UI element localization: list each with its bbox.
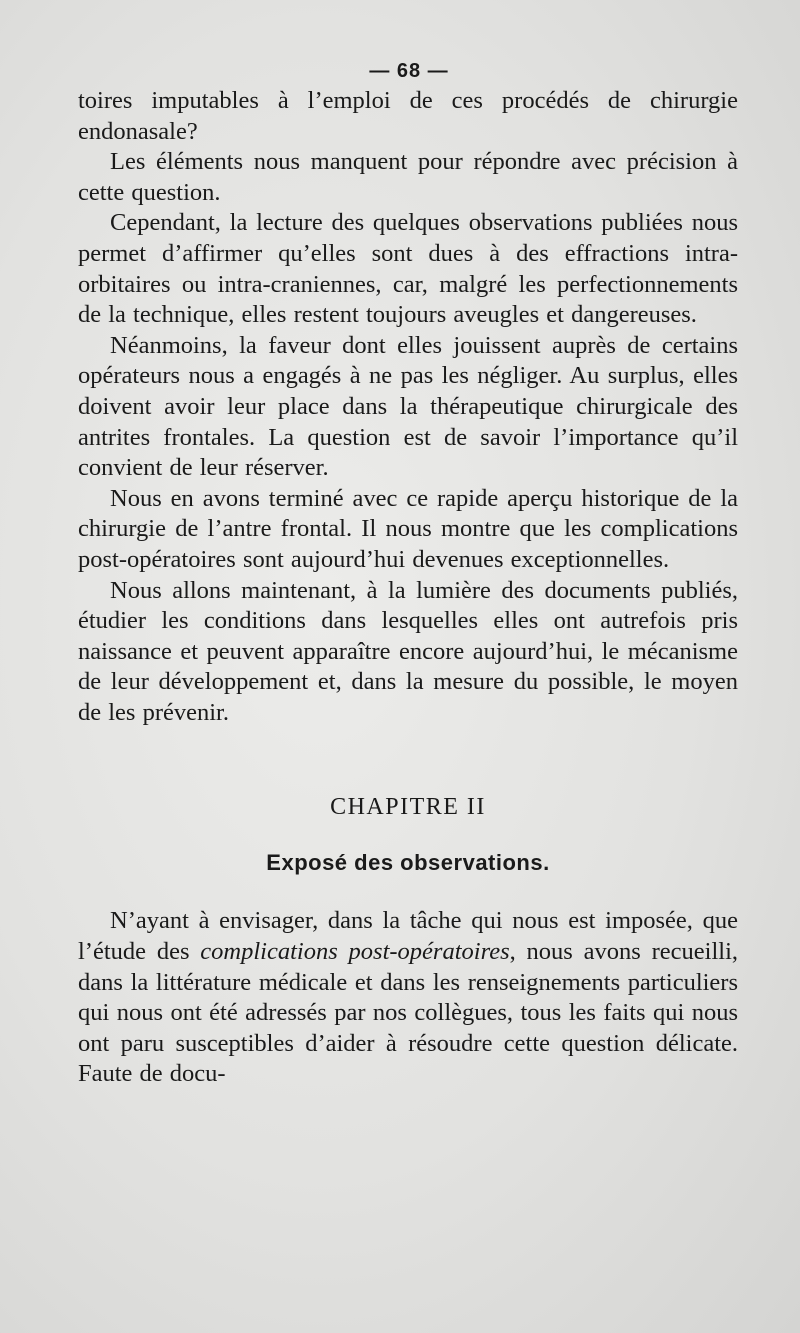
paragraph-expose-start: N’ayant à envisager, dans la tâche qui nous est imposée, que l’étude des bbox=[78, 907, 738, 966]
italic-phrase: complications post-opératoires bbox=[200, 938, 510, 966]
book-page bbox=[78, 56, 738, 1316]
chapter-heading: CHAPITRE II bbox=[330, 794, 486, 821]
paragraph-expose bbox=[78, 906, 738, 1090]
paragraph-neanmoins: Néanmoins, la faveur dont elles jouissent auprès de certains opérateurs nous a engagés à ne pas les négliger. Au surplus, elles doivent avoir leur place dans la thérapeutique chirurgicale des antrites frontales. La question est de savoir l’importance qu’il convient de leur réserver. bbox=[78, 331, 738, 482]
paragraph-expose-end: , nous avons recueilli, dans la littérature médicale et dans les renseignements particuliers qui nous ont été adressés par nos collègues, tous les faits qui nous ont paru susceptibles d’aider à résoudre cette question délicate. Faute de docu- bbox=[78, 938, 738, 1088]
paragraph-apercu-historique: Nous en avons terminé avec ce rapide aperçu historique de la chirurgie de l’antre frontal. Il nous montre que les complications post-opératoires sont aujourd’hui devenues exceptionnelles. bbox=[78, 484, 738, 573]
paragraph-maintenant: Nous allons maintenant, à la lumière des documents publiés, étudier les conditions dans lesquelles elles ont autrefois pris naissance et peuvent apparaître encore aujourd’hui, le mécanisme de leur développement et, dans la mesure du possible, le moyen de les prévenir. bbox=[78, 576, 738, 726]
paragraph-cependant: Cependant, la lecture des quelques observations publiées nous permet d’affirmer qu’elles sont dues à des effractions intra-orbitaires ou intra-craniennes, car, malgré les perfectionnements de la technique, elles restent toujours aveugles et dangereuses. bbox=[78, 209, 738, 329]
paragraph-continuation: toires imputables à l’emploi de ces procédés de chirurgie endonasale? bbox=[78, 87, 738, 145]
page-number: — 68 — bbox=[369, 60, 449, 82]
section-title: Exposé des observations. bbox=[266, 850, 550, 876]
paragraph-elements: Les éléments nous manquent pour répondre avec précision à cette question. bbox=[78, 148, 738, 206]
